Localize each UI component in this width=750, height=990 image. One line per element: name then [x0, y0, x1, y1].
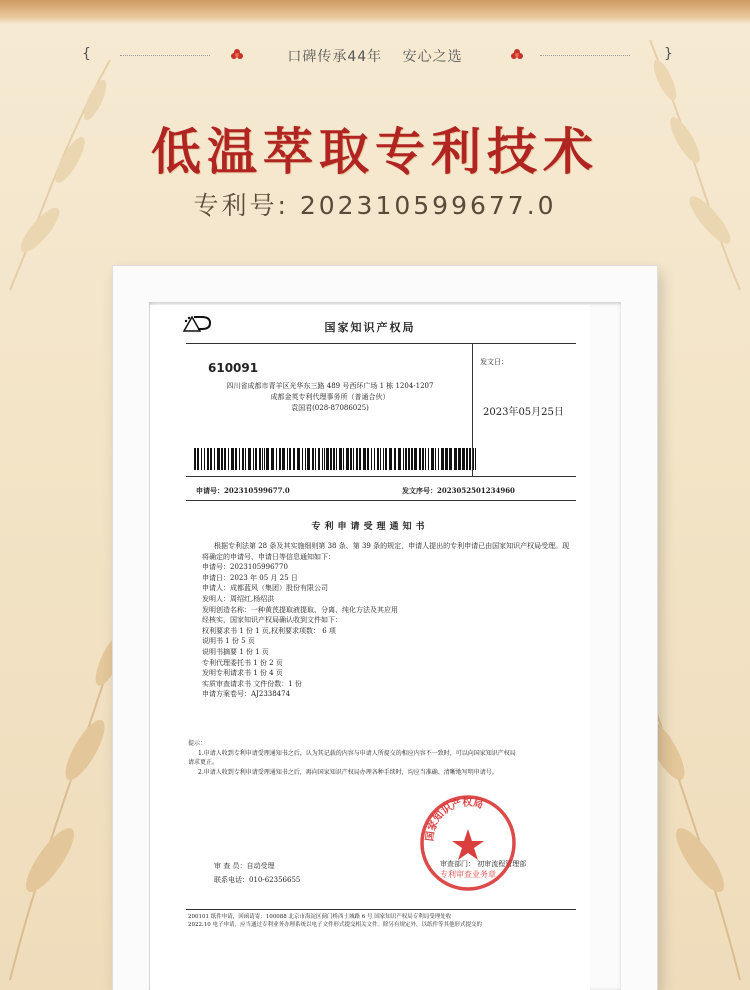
- page-title: 低温萃取专利技术: [151, 122, 599, 181]
- top-gold-band: [0, 0, 750, 24]
- svg-text:国家知识产权局: 国家知识产权局: [424, 797, 485, 842]
- divider: [186, 343, 576, 344]
- footer-line: 2022.10 电子申请，应当通过专利业务办理系统以电子文件形式提交相关文件。除另有规定外，以纸件等其他形式提交的: [188, 922, 482, 928]
- flower-icon: [230, 48, 244, 62]
- examiner: 审 查 员：自动受理: [214, 862, 275, 870]
- flower-icon: [510, 48, 524, 62]
- document-number: 发文序号：2023052501234960: [402, 486, 515, 495]
- divider: [186, 476, 576, 477]
- brace-left: {: [82, 46, 91, 62]
- contact-phone: 联系电话：010-62356655: [214, 876, 301, 884]
- address-line: 袁国君(028-87086025): [291, 404, 369, 412]
- remark-line: 2.申请人收到专利申请受理通知书之后，再向国家知识产权局办理各种手续时，均应当准确、清晰地写明申请号。: [198, 768, 498, 776]
- slogan-bar: [0, 44, 750, 68]
- notice-body: [202, 541, 572, 700]
- slogan-text: 口碑传承44年 安心之选: [287, 49, 463, 65]
- office-name: 国家知识产权局: [324, 321, 416, 334]
- application-number: 申请号：202310599677.0: [196, 486, 290, 495]
- address-line: 四川省成都市青羊区光华东三路 489 号西环广场 1 栋 1204-1207: [226, 382, 434, 390]
- notice-field: 发明创造名称：一种黄芪提取液提取、分离、纯化方法及其应用: [202, 605, 398, 614]
- send-date-label: 发文日：: [480, 358, 508, 366]
- send-date: 2023年05月25日: [483, 407, 564, 418]
- barcode-icon: [194, 448, 476, 470]
- divider: [186, 909, 576, 910]
- notice-field: 权利要求书 1 份 1 页,权利要求项数： 6 项: [202, 626, 336, 635]
- dotted-line-left: [120, 55, 210, 56]
- svg-text:专利审查业务章: 专利审查业务章: [440, 870, 496, 879]
- remarks-title: 提示：: [188, 740, 207, 747]
- address-line: 成都金英专利代理事务所（普通合伙）: [270, 393, 390, 401]
- dotted-line-right: [540, 55, 630, 56]
- brace-right: }: [664, 46, 673, 62]
- postcode: 610091: [208, 361, 259, 375]
- patent-certificate: [150, 305, 590, 990]
- remark-line: 1.申请人收到专利申请受理通知书之后，认为其记载的内容与申请人所提交的相应内容不一致时，可以向国家知识产权局: [198, 749, 516, 757]
- notice-field: 发明专利请求书 1 份 4 页: [202, 669, 283, 678]
- notice-field: 申请日：2023 年 05 月 25 日: [202, 573, 298, 582]
- notice-field: 申请号：2023105996770: [202, 563, 288, 572]
- footer-line: 200101 纸件申请，回函请寄：100088 北京市海淀区蓟门桥西土城路 6 号 国家知识产权局专利局受理处收: [188, 914, 452, 920]
- official-seal: [418, 793, 518, 893]
- notice-field: 申请方案卷号：AJ2338474: [202, 690, 291, 699]
- notice-field: 发明人：周绍红,杨绍洪: [202, 594, 275, 603]
- patent-number: 专利号: 202310599677.0: [193, 191, 557, 220]
- notice-field: 专利代理委托书 1 份 2 页: [202, 658, 283, 667]
- footer-note: [188, 913, 588, 929]
- notice-field: 实质审查请求书 文件份数：1 份: [202, 679, 302, 688]
- examination-dept: 审查部门： 初审流程管理部: [440, 860, 527, 868]
- divider: [186, 500, 576, 501]
- notice-field: 说明书摘要 1 份 1 页: [202, 647, 269, 656]
- remarks: [188, 739, 568, 777]
- notice-field: 经核实，国家知识产权局确认收到文件如下：: [202, 616, 342, 625]
- notice-field: 说明书 1 份 5 页: [202, 637, 255, 646]
- notice-field: 申请人：成都蓝风（集团）股份有限公司: [202, 584, 328, 593]
- remark-line: 请求更正。: [188, 759, 219, 766]
- notice-intro: 根据专利法第 28 条及其实施细则第 38 条、第 39 条的规定，申请人提出的专利申请已由国家知识产权局受理。现将确定的申请号、申请日等信息通知如下：: [202, 542, 570, 561]
- notice-title: 专利申请受理通知书: [311, 522, 429, 532]
- examiner-info: [214, 859, 300, 887]
